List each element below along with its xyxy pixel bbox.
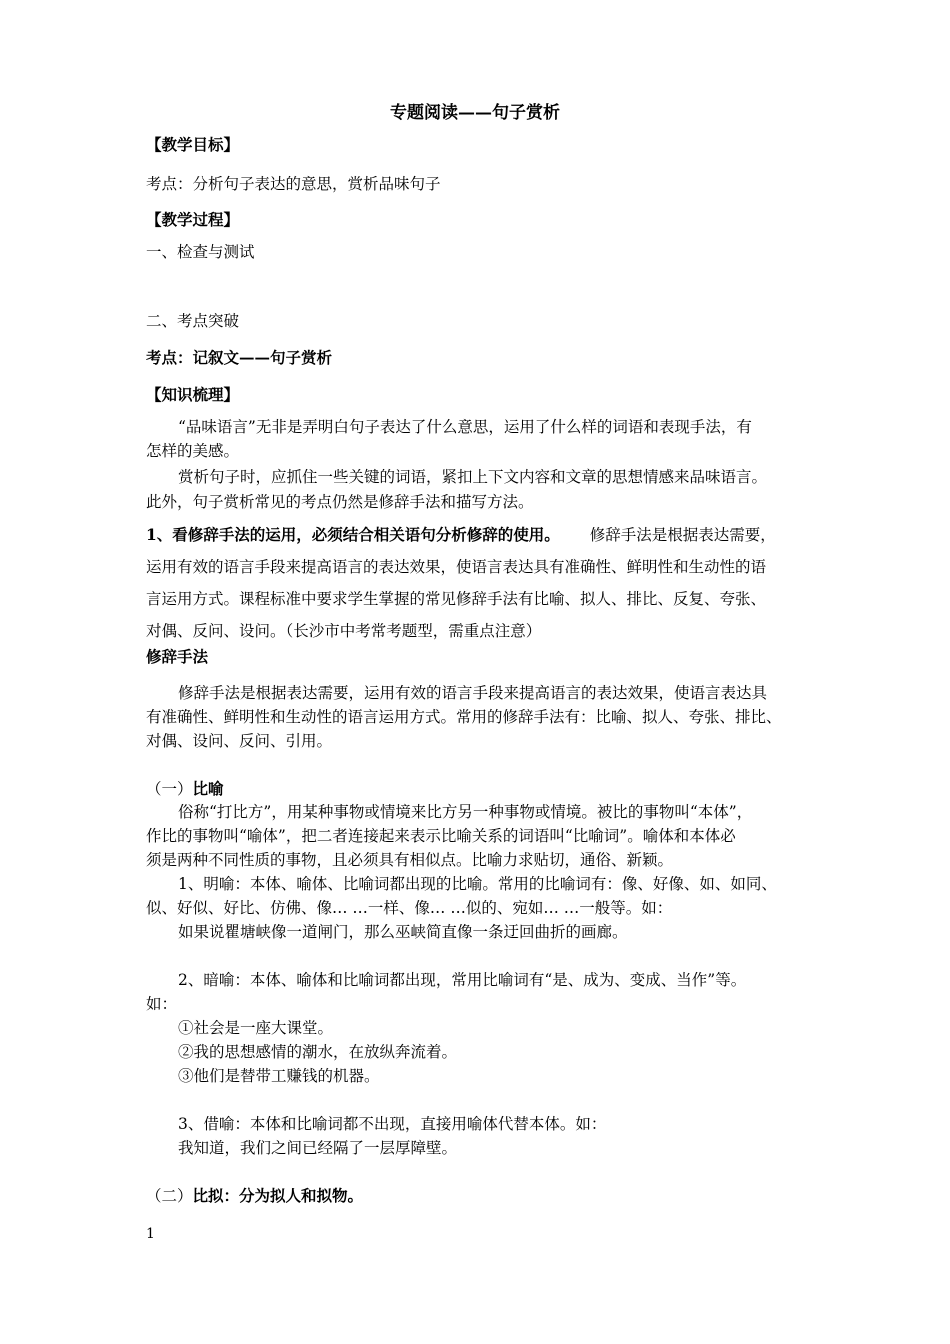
paragraph-5-line-2: 作比的事物叫“喻体”，把二者连接起来表示比喻关系的词语叫“比喻词”。喻体和本体必 xyxy=(146,827,736,845)
paragraph-6-line-2: 似、好似、好比、仿佛、像… …一样、像… …似的、宛如… …一般等。如： xyxy=(146,899,673,917)
section-teaching-goal: 【教学目标】 xyxy=(146,135,240,154)
paragraph-3-line-2: 运用有效的语言手段来提高语言的表达效果，使语言表达具有准确性、鲜明性和生动性的语 xyxy=(146,558,767,576)
paragraph-3-line-4: 对偶、反问、设问。（长沙市中考常考题型，需重点注意） xyxy=(146,622,542,640)
paragraph-3-line-3: 言运用方式。课程标准中要求学生掌握的常见修辞手法有比喻、拟人、排比、反复、夸张、 xyxy=(146,590,767,608)
example-2: ②我的思想感情的潮水，在放纵奔流着。 xyxy=(178,1043,458,1061)
example-3: ③他们是替带工赚钱的机器。 xyxy=(178,1067,380,1085)
kaodian-heading: 考点：记叙文——句子赏析 xyxy=(146,348,333,367)
paragraph-7-line-2: 如： xyxy=(146,995,178,1013)
paragraph-6-example: 如果说瞿塘峡像一道闸门，那么巫峡简直像一条迂回曲折的画廊。 xyxy=(178,923,628,941)
paragraph-5-line-1: 俗称“打比方”，用某种事物或情境来比方另一种事物或情境。被比的事物叫“本体”， xyxy=(178,803,753,821)
heading-biyu-prefix: （一） xyxy=(146,780,193,798)
paragraph-5-line-3: 须是两种不同性质的事物，且必须具有相似点。比喻力求贴切，通俗、新颖。 xyxy=(146,851,674,869)
paragraph-3-bold: 1、看修辞手法的运用，必须结合相关语句分析修辞的使用。 xyxy=(146,525,560,544)
page-title: 专题阅读——句子赏析 xyxy=(390,103,560,123)
section-teaching-process: 【教学过程】 xyxy=(146,210,240,229)
paragraph-2-line-1: 赏析句子时，应抓住一些关键的词语，紧扣上下文内容和文章的思想情感来品味语言。 xyxy=(178,468,768,486)
goal-text: 考点：分析句子表达的意思，赏析品味句子 xyxy=(146,175,441,193)
paragraph-1-line-2: 怎样的美感。 xyxy=(146,442,240,460)
paragraph-6-line-1: 1、明喻：本体、喻体、比喻词都出现的比喻。常用的比喻词有：像、好像、如、如同、 xyxy=(178,875,777,893)
paragraph-4-line-1: 修辞手法是根据表达需要，运用有效的语言手段来提高语言的表达效果，使语言表达具 xyxy=(178,684,768,702)
paragraph-2-line-2: 此外，句子赏析常见的考点仍然是修辞手法和描写方法。 xyxy=(146,493,534,511)
heading-bini-text: 比拟：分为拟人和拟物。 xyxy=(192,1186,364,1205)
heading-biyu-text: 比喻 xyxy=(192,779,224,798)
page-number: 1 xyxy=(146,1226,155,1242)
example-1: ①社会是一座大课堂。 xyxy=(178,1019,334,1037)
paragraph-4-line-2: 有准确性、鲜明性和生动性的语言运用方式。常用的修辞手法有：比喻、拟人、夸张、排比、 xyxy=(146,708,782,726)
paragraph-4-line-3: 对偶、设问、反问、引用。 xyxy=(146,732,333,750)
section-knowledge: 【知识梳理】 xyxy=(146,385,240,404)
heading-bini xyxy=(146,1186,363,1206)
heading-biyu xyxy=(146,779,224,799)
step-one: 一、检查与测试 xyxy=(146,243,255,261)
heading-bini-prefix: （二） xyxy=(146,1187,193,1205)
section-rhetoric: 修辞手法 xyxy=(146,647,209,666)
paragraph-8-example: 我知道，我们之间已经隔了一层厚障壁。 xyxy=(178,1139,458,1157)
paragraph-1-line-1: “品味语言”无非是弄明白句子表达了什么意思，运用了什么样的词语和表现手法，有 xyxy=(178,418,752,436)
paragraph-8-line-1: 3、借喻：本体和比喻词都不出现，直接用喻体代替本体。如： xyxy=(178,1115,607,1133)
paragraph-7-line-1: 2、暗喻：本体、喻体和比喻词都出现，常用比喻词有“是、成为、变成、当作”等。 xyxy=(178,971,747,989)
paragraph-3-line-1 xyxy=(146,525,776,545)
step-two: 二、考点突破 xyxy=(146,312,240,330)
paragraph-3-rest: 修辞手法是根据表达需要， xyxy=(589,526,776,544)
